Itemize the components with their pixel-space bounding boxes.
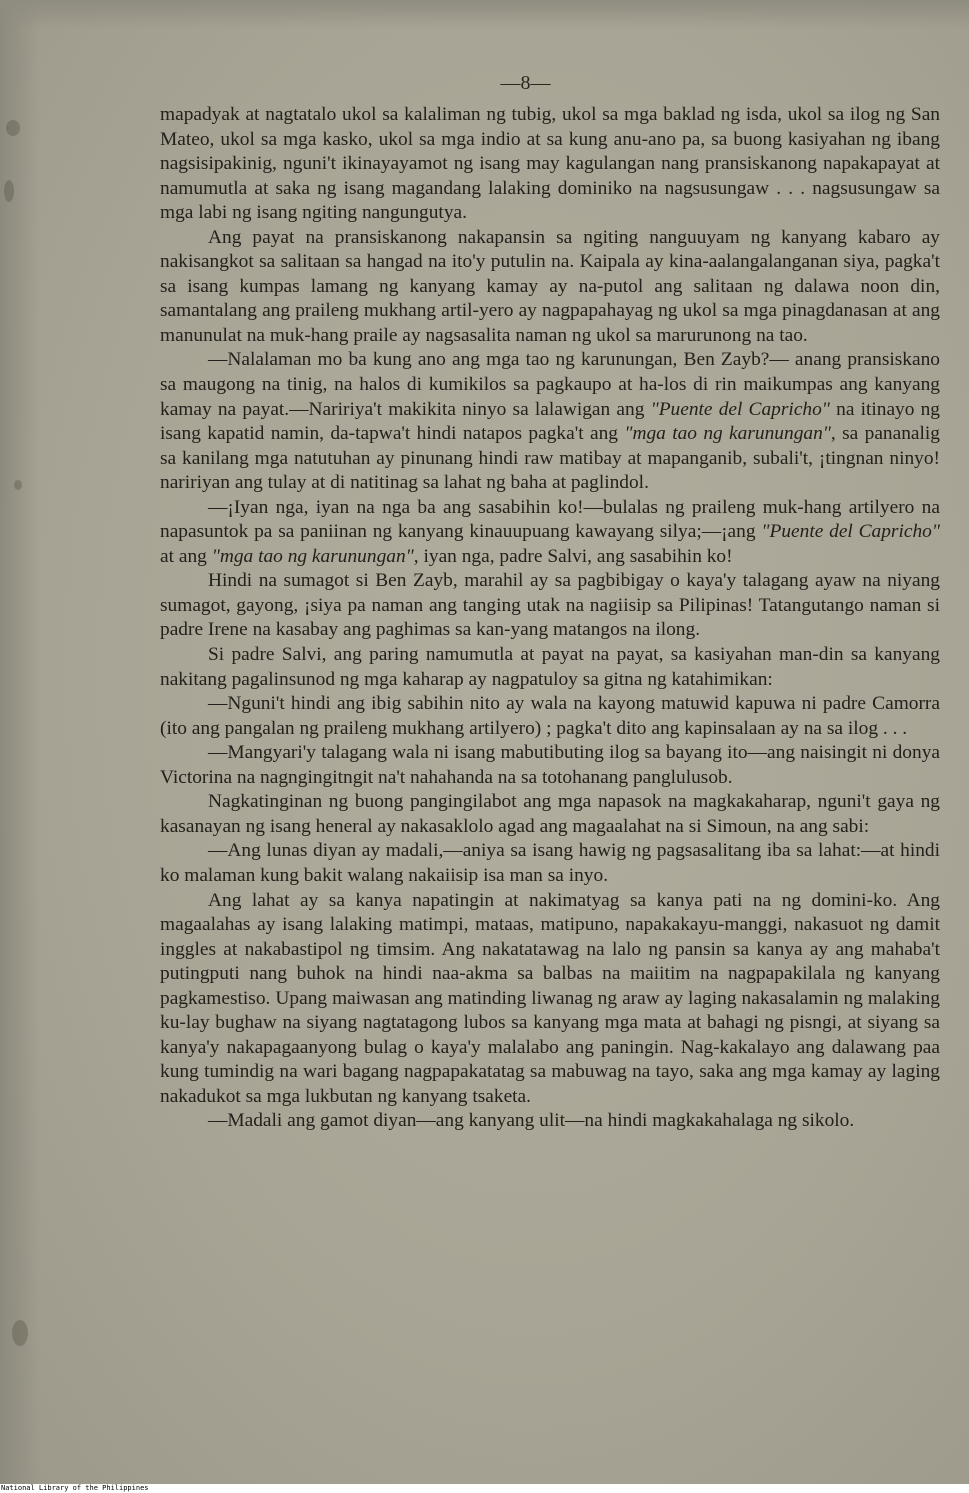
paragraph: Ang lahat ay sa kanya napatingin at nakimatyag sa kanya pati na ng domini-ko. Ang magaalahas ay isang lalaking matimpi, mataas, matipuno, napakakayu-manggi, nakasuot ng damit inggles at nakabastipol ng timsim. Ang nakatatawag na lalo ng pansin sa kanya ay ang mahaba't putingputi nang buhok na hindi naa-akma sa balbas na maiitim na nagpapakilala ng kanyang pagkamestiso. Upang maiwasan ang matinding liwanag ng araw ay laging nakasalamin ng malaking ku-lay bughaw na siyang nagtatagong lubos sa kanyang mga mata at bahagi ng pisngi, at siyang sa kanya'y nakapagaanyong bulag o kaya'y malalabo ang paningin. Nag-kakalayo ang dalawang paa kung tumindig na wari bagang nagpapakatatag sa mabuwag na tayo, saka ang mga kamay ay laging nakadukot sa mga lukbutan ng kanyang tsaketa. — [160, 889, 940, 1107]
paragraph: Nagkatinginan ng buong pangingilabot ang mga napasok na magkakaharap, nguni't gaya ng kasanayan ng isang heneral ay nakasaklolo agad ang magaalahat na si Simoun, na ang sabi: — [160, 791, 940, 837]
paragraph: Ang payat na pransiskanong nakapansin sa ngiting nanguuyam ng kanyang kabaro ay nakisangkot sa salitaan sa hangad na ito'y putulin na. Kaipala ay kina-aalangalanganan siya, pagka't sa isang kumpas lamang ng kanyang kamay ay na-putol ang salitaan ng dalawa noon din, samantalang ang praileng mukhang artil-yero ay nagpapahayag ng ukol sa mga pinagdanasan at ang manunulat na muk-hang praile ay nagsasalita naman ng ukol sa marurunong na tao. — [160, 226, 940, 346]
footer-credit-bar — [0, 1484, 969, 1493]
paper-stain — [12, 1320, 28, 1346]
paragraph: Hindi na sumagot si Ben Zayb, marahil ay sa pagbibigay o kaya'y talagang ayaw na niyang sumagot, gayong, ¡siya pa naman ang tanging utak na nagiisip sa Pilipinas! Tatangutango naman si padre Irene na kasabay ang paghimas sa kan-yang matangos na ilong. — [160, 570, 940, 641]
paper-stain — [14, 480, 22, 490]
paragraph-text: , iyan nga, padre Salvi, ang sasabihin ko! — [413, 545, 733, 567]
paragraph: —Mangyari'y talagang wala ni isang mabutibuting ilog sa bayang ito—ang naisingit ni donya Victorina na nagngingitngit na't nahahanda na sa totohanang panglulusob. — [160, 742, 940, 788]
paragraph-text: —Nalalaman mo ba kung ano ang mga tao ng karunungan, Ben Zayb?— anang pransiskano sa maugong na tinig, na halos di kumikilos sa pagkaupo at ha-los di rin maikumpas ang kanyang kamay na payat.—Naririya't makikita ninyo sa lalawigan ang — [160, 349, 940, 420]
paragraph: Si padre Salvi, ang paring namumutla at payat na payat, sa kasiyahan man-din sa kanyang nakitang pagalinsunod ng mga kaharap ay nagpatuloy sa gitna ng katahimikan: — [160, 644, 940, 690]
paragraph-text: , sa pananalig sa kanilang mga natutuhan ay pinunang hindi raw matibay at mapanganib, subali't, ¡tingnan ninyo! naririyan ang tulay at di natitinag sa lahat ng baha at paglindol. — [160, 423, 940, 494]
page-number: —8— — [500, 72, 551, 94]
paper-stain — [4, 180, 14, 202]
paragraph: —Nguni't hindi ang ibig sabihin nito ay wala na kayong matuwid kapuwa ni padre Camorra (ito ang pangalan ng praileng mukhang artilyero) ; pagka't dito ang kapinsalaan ay na sa ilog . . . — [160, 693, 940, 739]
page-edge-shadow-top — [0, 0, 969, 30]
paragraph: —Madali ang gamot diyan—ang kanyang ulit—na hindi magkakahalaga ng sikolo. — [208, 1110, 855, 1132]
paragraph-text: —¡Iyan nga, iyan na nga ba ang sasabihin ko!—bulalas ng praileng muk-hang artilyero na napasuntok pa sa paniinan ng kanyang kinauupuang kawayang silya;—¡ang — [160, 496, 940, 543]
italic-title: "Puente del Capricho" — [761, 521, 941, 543]
italic-title: "Puente del Capricho" — [650, 398, 830, 420]
paragraph-text: at ang — [160, 545, 212, 567]
paragraph — [160, 496, 940, 570]
body-text — [160, 103, 940, 1134]
paragraph: mapadyak at nagtatalo ukol sa kalaliman ng tubig, ukol sa mga baklad ng isda, ukol sa ilog ng San Mateo, ukol sa mga kasko, ukol sa mga indio at sa kung anu-ano pa, sa buong kasiyahan ng ibang nagsisipakinig, nguni't ikinayayamot ng isang may kagulangan nang pransiskanong napakapayat at namumutla at saka ng isang magandang lalaking dominiko na nagsusungaw . . . nagsusungaw sa mga labi ng isang ngiting nangungutya. — [160, 104, 940, 224]
italic-title: "mga tao ng karunungan" — [624, 423, 831, 445]
paragraph: —Ang lunas diyan ay madali,—aniya sa isang hawig ng pagsasalitang iba sa lahat:—at hindi ko malaman kung bakit walang nakaiisip isa man sa inyo. — [160, 840, 940, 886]
footer-credit: National Library of the Philippines — [1, 1484, 149, 1492]
page-edge-shadow-left — [0, 0, 40, 1484]
paragraph-text: na itinayo ng isang kapatid namin, da-tapwa't hindi natapos pagka't ang — [160, 398, 941, 445]
paper-stain — [6, 120, 20, 136]
paragraph — [160, 348, 940, 495]
italic-title: "mga tao ng karunungan" — [211, 545, 414, 567]
